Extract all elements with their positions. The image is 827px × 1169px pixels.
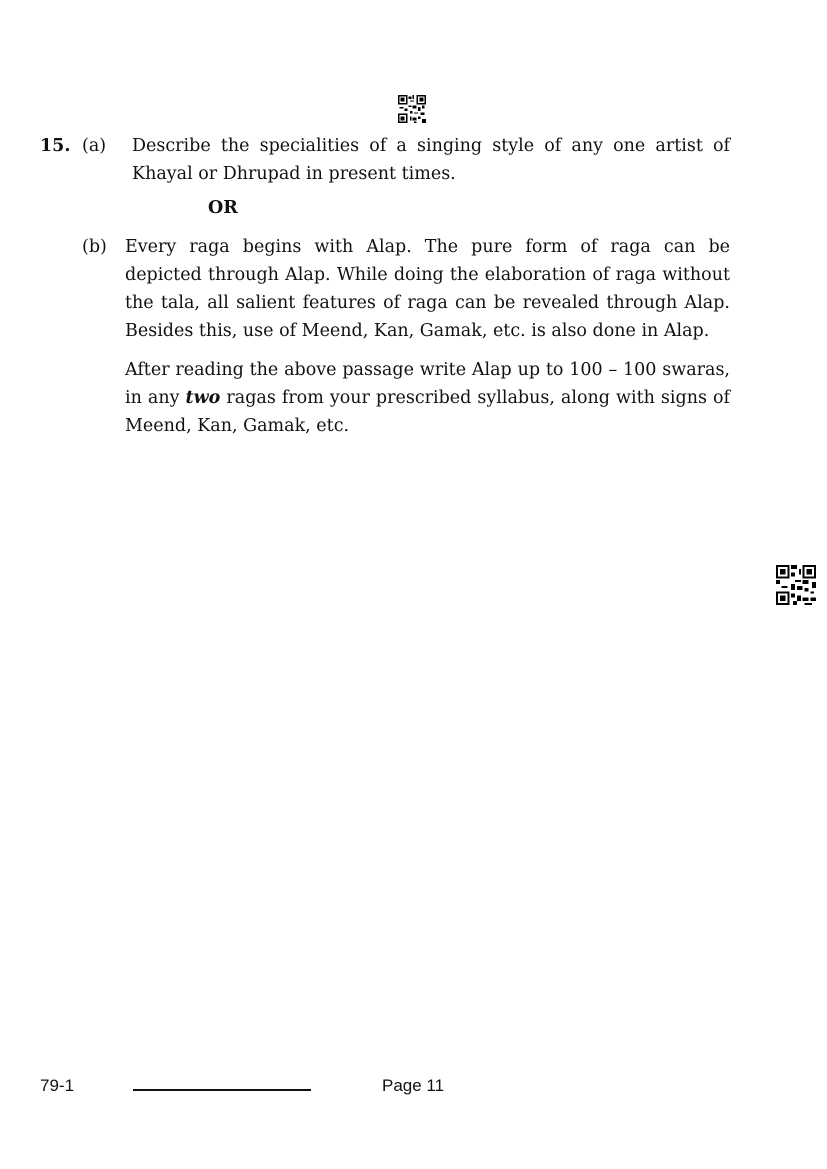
instruction-emphasis: two [185, 388, 221, 408]
page-number: Page 11 [382, 1076, 445, 1095]
part-b-paragraph-2 [125, 356, 730, 440]
part-b-paragraph-1: Every raga begins with Alap. The pure form of raga can be depicted through Alap. While doing the elaboration of raga without the tala, all salient features of raga can be revealed through Alap. Besides this, use of Meend, Kan, Gamak, etc. is also done in Alap. [125, 237, 730, 341]
part-a-label: (a) [82, 136, 107, 156]
part-b-instruction [125, 356, 730, 440]
or-separator: OR [208, 198, 238, 218]
part-a-text: Describe the specialities of a singing style of any one artist of Khayal or Dhrupad in present times. [132, 136, 730, 184]
qr-code-icon [398, 95, 426, 123]
part-b-passage [125, 233, 730, 345]
part-b-label: (b) [82, 237, 107, 257]
instruction-text-end: ragas from your prescribed syllabus, along with signs of Meend, Kan, Gamak, etc. [125, 388, 730, 436]
instruction-text-start: After reading the above passage write Alap up to 100 – 100 swaras, in any [125, 360, 730, 408]
paper-code: 79-1 [40, 1076, 75, 1095]
qr-code-icon [776, 565, 816, 605]
question-number: 15. [40, 136, 71, 156]
footer-rule [133, 1089, 311, 1091]
